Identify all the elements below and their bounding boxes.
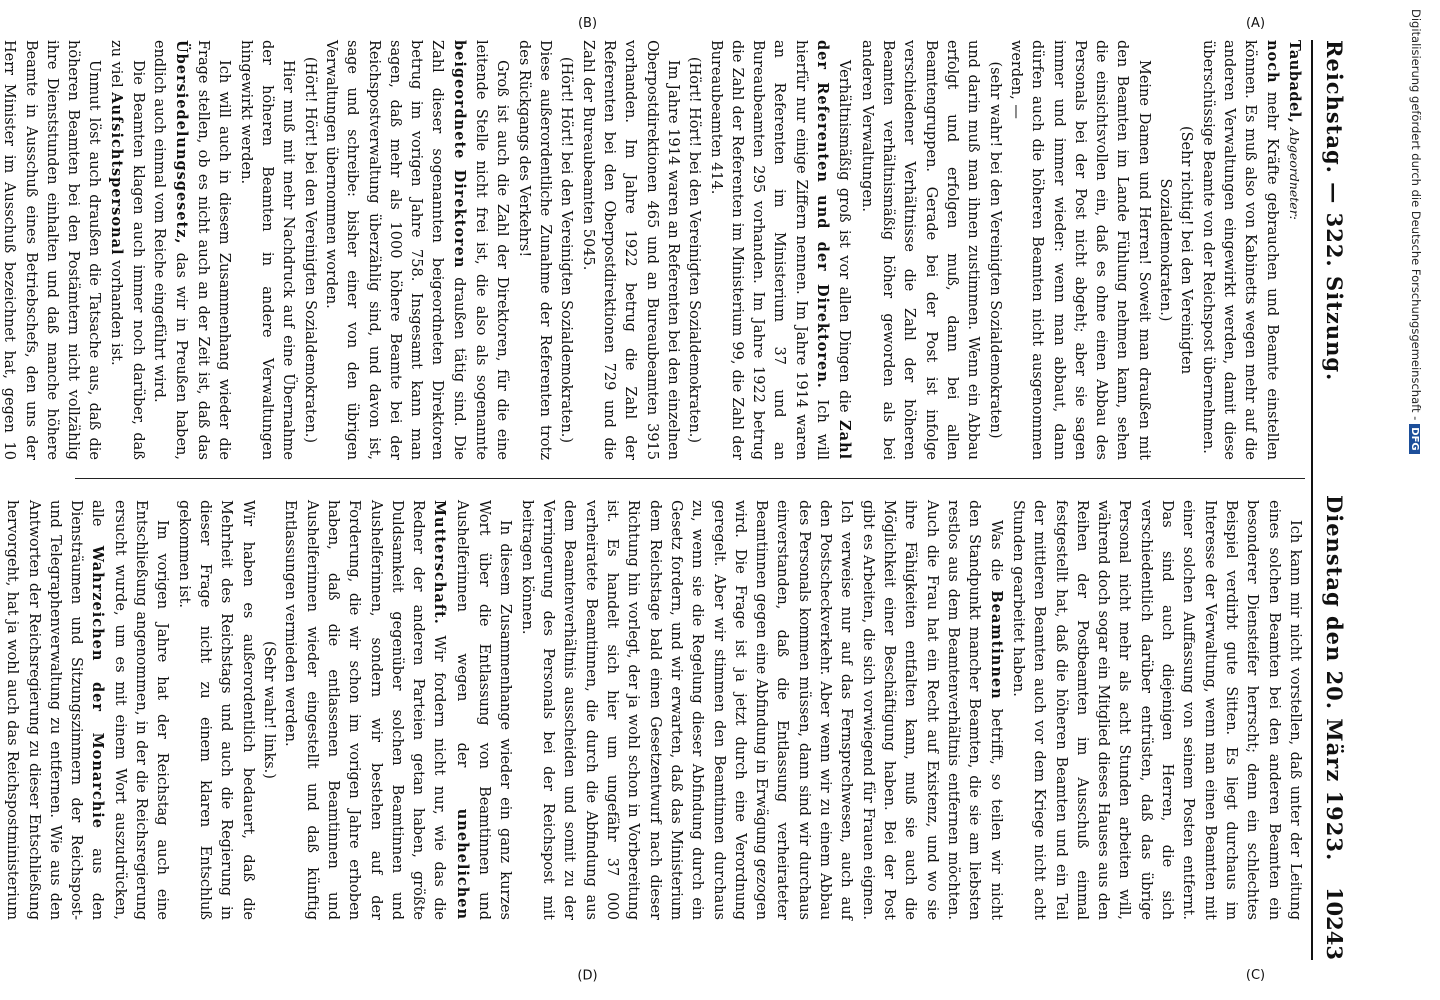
speaker-role: Abgeordneter:: [1287, 127, 1302, 220]
dfg-logo: DFG: [1409, 424, 1420, 453]
text: Die Beamten klagen auch immer noch darüber, daß zu viel: [107, 40, 147, 460]
left-column: [1, 40, 1305, 461]
paragraph: [704, 40, 855, 460]
text: Wir fordern nicht nur, wie das die Redner der anderen Parteien getan haben, größte Duldsamkeit gegenüber solchen Beamtinnen und Aushelferinnen, sondern wir bestehen auf der Forderung, die wir schon im vorigen Jahre erhoben haben, daß die entlassenen Beamtinnen und Aushelferinnen wieder eingestellt und daß künftig Entlassungen vermieden werden.: [282, 500, 448, 921]
paragraph: [105, 40, 149, 460]
interjection: (Hört! Hört! bei den Vereinigten Sozialdemokraten.): [558, 56, 575, 444]
paragraph: und darin muß man ihnen zustimmen. Wenn ein Abbau erfolgt und erfolgen muß, dann bei allen Beamtengruppen. Gerade bei der Post ist infolge verschiedener Verhältnisse die Zahl der höheren Beamten verhältnismäßig höher geworden als bei anderen Verwaltungen.: [858, 40, 982, 460]
text: mehr Kräfte gebrauchen und Beamte einstellen können. Es muß also von Kabinetts wegen mehr auf die anderen Verwaltungen eingewirkt werden, damit diese überschüssige Beamte von der Reichspost übernehmen.: [1199, 40, 1280, 461]
text: betrifft, so teilen wir nicht den Standpunkt mancher Beamten, die sie am liebsten restlos aus dem Beamtenverhältnis entfernen möchten. Auch die Frau hat ein Recht auf Existenz, und wo sie ihre Fähigkeiten entfalten kann, muß sie auch die Möglichkeit einer Beschäftigung haben. Bei der Post gibt es Arbeiten, die sich vorwiegend für Frauen eignen. Ich verweise nur auf das Fernsprechwesen, auch auf den Postscheckverkehr. Aber wenn wir zu einem Abbau des Personals kommen müssen, dann sind wir durchaus einverstanden, daß die Entlassung verheirateter Beamtinnen gegen eine Abfindung in Erwägung gezogen wird. Die Frage ist ja jetzt durch eine Verordnung geregelt. Aber wir stimmen den Beamtinnen durchaus zu, wenn sie die Regelung dieser Abfindung durch ein Gesetz fordern, und wir erwarten, daß das Ministerium dem Reichstage bald einen Gesetzentwurf nach dieser Richtung hin vorlegt, der ja wohl schon in Vorbereitung ist. Es handelt sich hier um ungefähr 37 000 verheiratete Beamtinnen, die durch die Abfindung aus dem Beamtenverhältnis ausscheiden und somit zu der Verringerung des Personals bei der Reichspost mit beitragen können.: [518, 500, 1004, 921]
emphasis: Zahl der Referenten und der Direktoren.: [814, 40, 854, 461]
paragraph: Im Jahre 1914 waren an Referenten bei den einzelnen Oberpostdirektionen 465 und an Bureaubeamten 3915 vorhanden. Im Jahre 1922 betrug die Zahl der Referenten bei den Oberpostdirektionen 729 und die Zahl der Bureaubeamten 5045.: [579, 40, 681, 460]
paragraph: [515, 500, 1006, 920]
column-divider: [75, 478, 1305, 479]
paragraph: [320, 40, 513, 460]
emphasis: beigeordnete Direktoren: [450, 40, 468, 269]
paragraph: Wir haben es außerordentlich bedauert, daß die Mehrheit des Reichstags und auch die Regierung in dieser Frage nicht zu einem klaren Entschluß gekommen ist.: [175, 500, 256, 920]
emphasis: Übersiedelungsgesetz,: [172, 40, 190, 245]
interjection: (Hört! Hört! bei den Vereinigten Sozialdemokraten.): [301, 56, 318, 444]
header-date: Dienstag den 20. März 1923.: [1322, 495, 1347, 862]
emphasis: Wahrzeichen der Monarchie: [89, 545, 107, 830]
paragraph: [1283, 40, 1305, 460]
text: Im vorigen Jahre hat der Reichstag auch eine Entschließung angenommen, in der die Reichsregierung ersucht wurde, um es mit einem Wort auszudrücken, alle: [89, 500, 171, 920]
right-column: [4, 500, 1305, 921]
margin-mark-a: (A): [1245, 16, 1266, 32]
text: Groß ist auch die Zahl der Direktoren, für die eine leitende Stelle nicht frei ist, die also als sogenannte: [473, 40, 511, 460]
text: vorhanden ist.: [107, 260, 124, 366]
digitization-credit: [1378, 5, 1440, 995]
header-left: Reichstag. — 322. Sitzung.: [1322, 40, 1347, 382]
text: Ich will auch in diesem Zusammenhang wieder die Frage stellen, ob es nicht auch an der Zeit ist, daß das: [195, 40, 233, 460]
paragraph: [279, 500, 515, 920]
interjection: (sehr wahr! bei den Vereinigten Sozialdemokraten): [986, 61, 1003, 439]
paragraph: Ich kann mir nicht vorstellen, daß unter der Leitung eines solchen Beamten bei den anderen Beamten ein besonderer Diensteifer herrscht; denn ein schlechtes Beispiel verdirbt gute Sitten. Es liegt durchaus im Interesse der Verwaltung, wenn man einen Beamten mit einer solchen Auffassung von seinem Posten entfernt. Das sind auch diejenigen Herren, die sich verschiedentlich darüber entrüsten, daß das übrige Personal nicht mehr als acht Stunden arbeiten will, während doch sogar ein Mitglied dieses Hauses aus den Reihen der Postbeamten im Ausschuß einmal festgestellt hat, daß die höheren Beamten und ein Teil der mittleren Beamten auch vor dem Kriege nicht acht Stunden gearbeitet haben.: [1009, 500, 1303, 920]
credit-line: [1409, 9, 1423, 454]
text: Verhältnismäßig groß ist vor allen Dingen die: [836, 60, 853, 413]
emphasis: noch: [1263, 40, 1281, 84]
text: das wir in Preußen haben, endlich auch einmal vom Reiche eingeführt wird.: [151, 40, 189, 460]
text: Was die: [987, 520, 1004, 582]
text: Ich will hierfür nur einige Ziffern nennen. Im Jahre 1914 waren an Referenten im Ministerium 37 und an Bureaubeamten 295 vorhanden. Im Jahre 1922 betrug die Zahl der Referenten im Ministerium 99, die Zahl der Bureaubeamten 414.: [707, 40, 831, 460]
page-header: [1311, 40, 1353, 960]
text: draußen tätig sind. Die Zahl dieser sogenannten beigeordneten Direktoren betrug im vorigen Jahre 758. Insgesamt kann man sagen, daß mehr als 1000 höhere Beamte bei der Reichspostverwaltung überzählig sind, und davon ist, sage und schreibe: bisher einer von den übrigen Verwaltungen übernommen worden.: [322, 40, 467, 461]
paragraph: [1196, 40, 1282, 460]
paragraph: Diese außerordentliche Zunahme der Referenten trotz des Rückgangs des Verkehrs!: [515, 40, 554, 460]
emphasis: unehelichen Mutterschaft.: [431, 500, 471, 920]
credit-text: Digitalisierung gefördert durch die Deutsche Forschungsgemeinschaft -: [1409, 9, 1423, 421]
paragraph: Unmut löst auch draußen die Tatsache aus, daß die höheren Beamten bei den Postämtern nicht vollzählig ihre Dienststunden einhalten und daß manche höhere Beamte in Ausschuß eines Betriebschefs, den uns der Herr Minister im Ausschuß bezeichnet hat, gegen 10: [1, 40, 103, 460]
emphasis: Aufsichtspersonal: [107, 92, 125, 256]
text: In diesem Zusammenhange wieder ein ganz kurzes Wort über die Entlassung von Beamtinnen und Aushelferinnen wegen der: [453, 500, 514, 920]
paragraph: [148, 40, 234, 460]
paragraph: [0, 500, 172, 920]
interjection: (Sehr richtig! bei den Vereinigten Sozialdemokraten.): [1157, 125, 1195, 375]
speaker-name: Taubadel,: [1286, 40, 1303, 124]
paragraph: Hier muß mit mehr Nachdruck auf eine Übernahme der höheren Beamten in andere Verwaltungen hingewirkt werden.: [237, 40, 297, 460]
text: aus den Diensträumen und Sitzungszimmern der Reichspost- und Telegraphenverwaltung zu entfernen. Wie aus den Antworten der Reichsregierung zu dieser Entschließung hervorgeht, hat ja wohl auch das Reichspostministerium: [4, 500, 106, 920]
interjection: (Hört! Hört! bei den Vereinigten Sozialdemokraten.): [686, 56, 703, 444]
margin-mark-b: (B): [577, 16, 598, 32]
rotated-page: [1, 0, 1357, 1000]
interjection: (Sehr wahr! links.): [261, 641, 277, 779]
emphasis: Beamtinnen: [987, 590, 1005, 700]
paragraph: Meine Damen und Herren! Soweit man draußen mit den Beamten im Lande Fühlung nehmen kann, sehen die einsichtsvollen ein, daß es ohne einen Abbau des Personals bei der Post nicht abgeht; aber sie sagen immer und immer wieder: wenn man abbaut, dann dürfen auch die höheren Beamten nicht ausgenommen werden, —: [1007, 40, 1152, 460]
margin-mark-d: (D): [577, 968, 598, 984]
margin-mark-c: (C): [1245, 968, 1266, 984]
page-number: 10243: [1322, 886, 1347, 960]
